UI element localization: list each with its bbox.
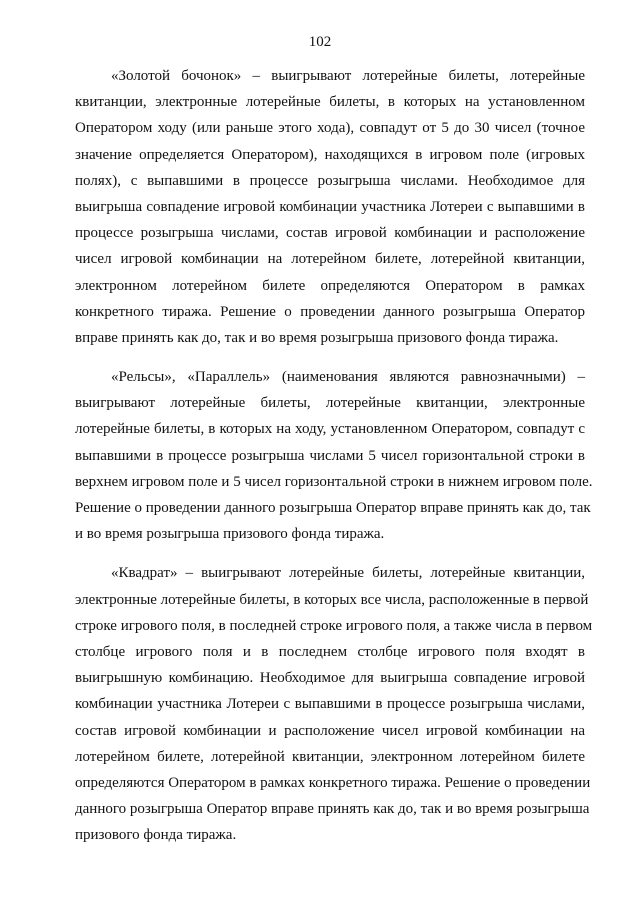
text-line: вправе принять как до, так и во время розыгрыша призового фонда тиража. bbox=[75, 329, 559, 346]
paragraph-kvadrat bbox=[75, 560, 593, 848]
text-line: электронном лотерейном билете определяются Оператором в рамках bbox=[75, 277, 585, 294]
text-line: выигрышную комбинацию. Необходимое для выигрыша совпадение игровой bbox=[75, 670, 585, 687]
text-line: состав игровой комбинации и расположение чисел игровой комбинации на bbox=[75, 722, 585, 739]
text-line: «Квадрат» – выигрывают лотерейные билеты, лотерейные квитанции, bbox=[111, 565, 585, 582]
text-line: выигрыша совпадение игровой комбинации участника Лотереи с выпавшими в bbox=[75, 198, 585, 215]
text-line: выпавшими в процессе розыгрыша числами 5 чисел горизонтальной строки в bbox=[75, 447, 585, 464]
text-line: чисел игровой комбинации на лотерейном билете, лотерейной квитанции, bbox=[75, 251, 585, 268]
text-line: конкретного тиража. Решение о проведении данного розыгрыша Оператор bbox=[75, 303, 585, 320]
page-number: 102 bbox=[308, 34, 332, 50]
text-line: квитанции, электронные лотерейные билеты, в которых на установленном bbox=[75, 94, 585, 111]
text-line: определяются Оператором в рамках конкретного тиража. Решение о проведении bbox=[75, 774, 591, 791]
paragraph-relsy-parallel bbox=[75, 364, 593, 547]
text-line: данного розыгрыша Оператор вправе принять как до, так и во время розыгрыша bbox=[75, 801, 590, 818]
document-body bbox=[75, 63, 593, 848]
text-line: Оператором ходу (или раньше этого хода), совпадут от 5 до 30 чисел (точное bbox=[75, 120, 585, 137]
text-line: строке игрового поля, в последней строке игрового поля, а также числа в первом bbox=[75, 617, 593, 634]
text-line: электронные лотерейные билеты, в которых все числа, расположенные в первой bbox=[75, 591, 589, 608]
text-line: призового фонда тиража. bbox=[75, 827, 237, 844]
text-line: значение определяется Оператором), находящихся в игровом поле (игровых bbox=[75, 146, 585, 163]
paragraph-zolotoy-bochonok bbox=[75, 63, 585, 351]
text-line: лотерейные билеты, в которых на ходу, установленном Оператором, совпадут с bbox=[75, 421, 585, 438]
text-line: процессе розыгрыша числами, состав игровой комбинации и расположение bbox=[75, 225, 585, 242]
text-line: столбце игрового поля и в последнем столбце игрового поля входят в bbox=[75, 643, 585, 660]
text-line: комбинации участника Лотереи с выпавшими в процессе розыгрыша числами, bbox=[75, 696, 585, 713]
text-line: лотерейном билете, лотерейной квитанции, электронном лотерейном билете bbox=[75, 748, 585, 765]
text-line: Решение о проведении данного розыгрыша Оператор вправе принять как до, так bbox=[75, 500, 591, 516]
text-line: и во время розыгрыша призового фонда тиража. bbox=[75, 526, 385, 543]
text-line: «Рельсы», «Параллель» (наименования являются равнозначными) – bbox=[111, 369, 585, 386]
text-line: выигрывают лотерейные билеты, лотерейные квитанции, электронные bbox=[75, 395, 585, 412]
text-line: «Золотой бочонок» – выигрывают лотерейные билеты, лотерейные bbox=[111, 68, 585, 84]
text-line: полях), с выпавшими в процессе розыгрыша числами. Необходимое для bbox=[75, 172, 585, 189]
text-line: верхнем игровом поле и 5 чисел горизонтальной строки в нижнем игровом поле. bbox=[75, 473, 593, 490]
